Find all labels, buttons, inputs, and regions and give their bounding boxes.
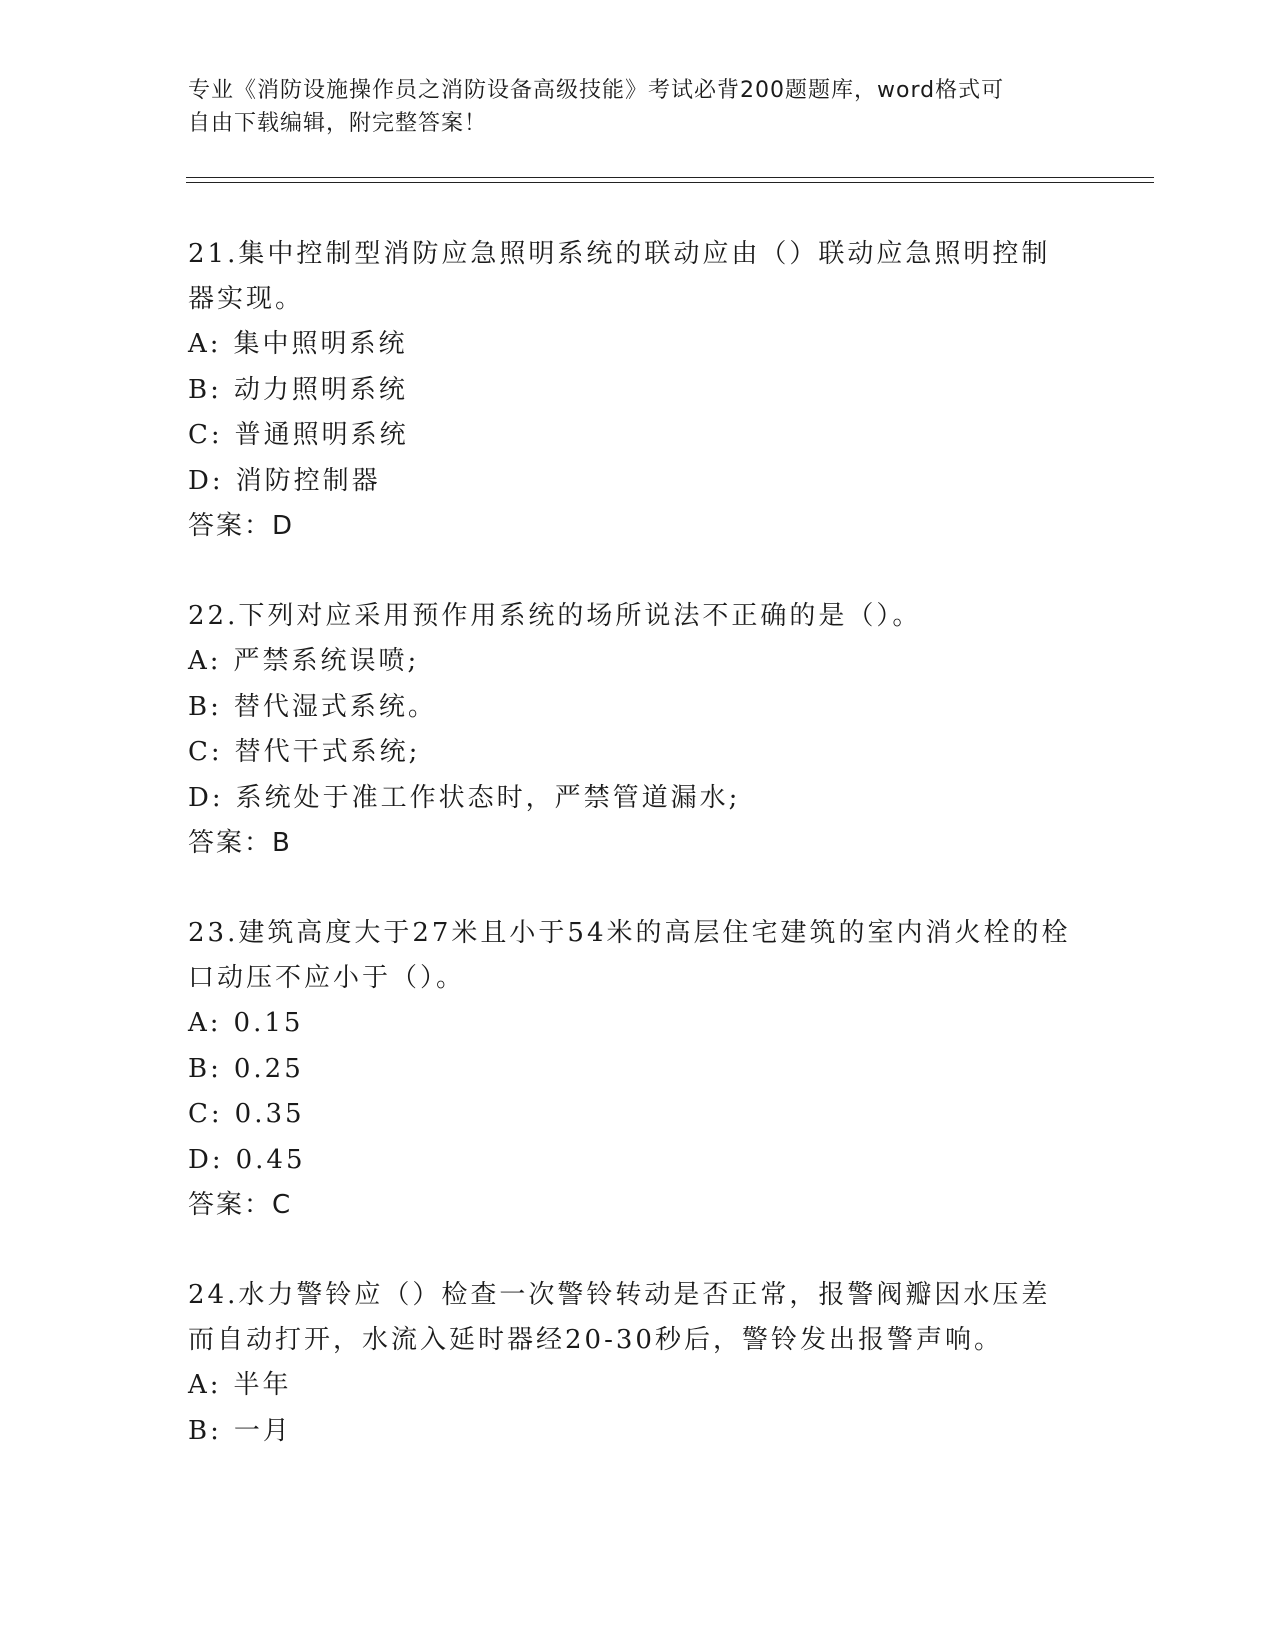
option-letter: A	[188, 329, 210, 359]
question-text: 22.下列对应采用预作用系统的场所说法不正确的是（）。	[188, 601, 922, 631]
option-separator: :	[211, 465, 224, 496]
option-text: 0.15	[233, 1008, 304, 1038]
option-c	[188, 1092, 1078, 1138]
option-text: 替代干式系统;	[234, 737, 421, 767]
option-text: 系统处于准工作状态时，严禁管道漏水;	[235, 782, 741, 813]
option-text: 动力照明系统	[233, 374, 408, 405]
header-divider-top	[186, 177, 1154, 178]
header-divider-bottom	[186, 182, 1154, 183]
answer-text: 答案：C	[188, 1190, 293, 1220]
option-separator: :	[210, 1415, 222, 1446]
question-text: 21.集中控制型消防应急照明系统的联动应由（）联动应急照明控制器实现。	[188, 239, 1051, 314]
option-letter: D	[188, 465, 212, 496]
question-23	[188, 911, 1078, 1228]
question-21	[188, 232, 1078, 549]
option-letter: B	[188, 1053, 211, 1084]
option-separator: :	[210, 737, 223, 767]
option-a	[188, 1363, 1078, 1409]
header-line-1: 专业《消防设施操作员之消防设备高级技能》考试必背200题题库，word格式可	[188, 78, 1005, 103]
option-text: 普通照明系统	[234, 420, 409, 450]
document-header	[188, 74, 1088, 140]
option-separator: :	[210, 374, 222, 405]
option-letter: B	[188, 1415, 211, 1446]
option-text: 集中照明系统	[233, 329, 408, 359]
option-letter: D	[188, 782, 212, 813]
question-list	[188, 232, 1078, 1499]
option-separator: :	[209, 1370, 222, 1400]
question-22	[188, 594, 1078, 866]
option-letter: A	[188, 646, 210, 676]
answer-text: 答案：B	[188, 828, 292, 858]
option-c	[188, 413, 1078, 459]
option-b	[188, 1409, 1078, 1455]
option-letter: B	[188, 374, 211, 405]
answer-text: 答案：D	[188, 511, 295, 541]
option-b	[188, 368, 1078, 414]
option-b	[188, 1047, 1078, 1093]
option-d	[188, 776, 1078, 822]
option-c	[188, 730, 1078, 776]
option-text: 0.35	[234, 1099, 305, 1129]
option-separator: :	[209, 646, 222, 676]
option-a	[188, 639, 1078, 685]
question-text: 23.建筑高度大于27米且小于54米的高层住宅建筑的室内消火栓的栓口动压不应小于（）。	[188, 918, 1071, 993]
option-separator: :	[210, 1053, 222, 1084]
option-d	[188, 459, 1078, 505]
question-text: 24.水力警铃应（）检查一次警铃转动是否正常，报警阀瓣因水压差而自动打开，水流入延时器经20-30秒后，警铃发出报警声响。	[188, 1280, 1051, 1355]
option-letter: A	[188, 1008, 210, 1038]
option-separator: :	[209, 1008, 222, 1038]
option-a	[188, 322, 1078, 368]
option-text: 0.45	[235, 1144, 306, 1175]
option-letter: B	[188, 691, 211, 722]
option-separator: :	[211, 1144, 224, 1175]
option-letter: D	[188, 1144, 212, 1175]
option-separator: :	[210, 691, 222, 722]
option-separator: :	[211, 782, 224, 813]
option-separator: :	[210, 420, 223, 450]
option-a	[188, 1001, 1078, 1047]
option-text: 严禁系统误喷;	[233, 646, 420, 676]
option-b	[188, 685, 1078, 731]
option-separator: :	[209, 329, 222, 359]
option-d	[188, 1138, 1078, 1184]
option-letter: A	[188, 1370, 210, 1400]
option-text: 替代湿式系统。	[233, 691, 437, 722]
option-text: 一月	[233, 1415, 292, 1446]
option-text: 0.25	[233, 1053, 304, 1084]
option-text: 消防控制器	[235, 465, 381, 496]
question-24	[188, 1273, 1078, 1454]
option-separator: :	[210, 1099, 223, 1129]
option-letter: C	[188, 420, 211, 450]
option-text: 半年	[233, 1370, 292, 1400]
option-letter: C	[188, 1099, 211, 1129]
header-line-2: 自由下载编辑，附完整答案！	[188, 111, 488, 136]
option-letter: C	[188, 737, 211, 767]
